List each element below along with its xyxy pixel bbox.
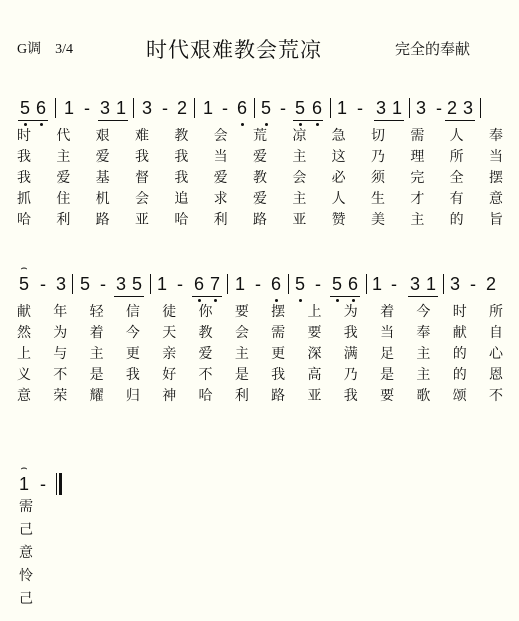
note: 1	[156, 274, 168, 294]
lyric-char: 时	[452, 304, 467, 320]
lyric-char: 荣	[53, 388, 68, 404]
note: 2	[176, 98, 188, 118]
note: 6	[347, 274, 359, 294]
lyric-char: 时	[17, 128, 31, 144]
lyric-char: 美	[371, 212, 385, 228]
eighth-beam	[293, 120, 323, 121]
note: 3	[55, 274, 67, 294]
notation-line	[0, 461, 519, 512]
barline	[443, 274, 444, 294]
lyric-char: 己	[19, 522, 33, 538]
lyric-char: 必	[331, 170, 346, 186]
eighth-beam	[192, 296, 222, 297]
note: 3	[449, 274, 461, 294]
lyric-char: 需	[271, 325, 286, 341]
lyric-char: 哈	[198, 388, 213, 404]
lyric-char: 我	[17, 170, 31, 186]
note: 5	[260, 98, 272, 118]
lyric-char: 主	[416, 367, 431, 383]
eighth-beam	[374, 120, 404, 121]
eighth-beam	[445, 120, 475, 121]
lyrics-final-column	[19, 496, 39, 611]
lyric-char: 恩	[489, 367, 503, 383]
lyric-char: 才	[410, 191, 425, 207]
lyric-char: 满	[343, 346, 358, 362]
lyric-char: 须	[371, 170, 385, 186]
lyric-char: 年	[53, 304, 68, 320]
barline	[330, 98, 331, 118]
note: 7	[209, 274, 221, 294]
lyric-char: 的	[449, 212, 464, 228]
lyric-char: 主	[56, 149, 71, 165]
lyric-char: 耀	[89, 388, 104, 404]
lyric-char: 难	[135, 128, 149, 144]
barline	[288, 274, 289, 294]
lyric-char: 切	[371, 128, 385, 144]
lyric-char: 摆	[489, 170, 503, 186]
note: 3	[415, 98, 427, 118]
lyric-char: 哈	[17, 212, 31, 228]
barline	[409, 98, 410, 118]
barline	[133, 98, 134, 118]
lyric-char: 奉	[416, 325, 431, 341]
lyric-char: 要	[234, 304, 249, 320]
fermata-icon: ⌢	[20, 261, 28, 274]
lyric-char: 亚	[307, 388, 322, 404]
final-barline-thick	[59, 473, 62, 495]
lyric-char: 我	[271, 367, 286, 383]
lyric-char: 更	[125, 346, 140, 362]
lyric-char: 我	[174, 170, 189, 186]
lyric-char: 完	[410, 170, 425, 186]
eighth-beam	[114, 296, 144, 297]
lyric-char: 当	[213, 149, 228, 165]
lyric-char: 教	[253, 170, 267, 186]
note: 3	[141, 98, 153, 118]
note: 5	[294, 274, 306, 294]
lyric-char: 爱	[198, 346, 213, 362]
dash: -	[222, 98, 228, 118]
note: 1	[234, 274, 246, 294]
lyric-char: 艰	[95, 128, 110, 144]
lyric-char: 当	[489, 149, 503, 165]
lyric-char: 着	[380, 304, 395, 320]
lyric-char: 心	[489, 346, 503, 362]
dash: -	[84, 98, 90, 118]
note: 3	[99, 98, 111, 118]
lyrics-verse-5	[0, 386, 519, 408]
lyric-char: 主	[292, 149, 307, 165]
lyric-char: 荒	[253, 128, 267, 144]
note: 3	[115, 274, 127, 294]
lyric-char: 督	[135, 170, 149, 186]
lyric-char: 今	[125, 325, 140, 341]
dash: -	[280, 98, 286, 118]
lyrics-verse-4	[0, 365, 519, 387]
lyric-char: 是	[234, 367, 249, 383]
lyric-char: 我	[174, 149, 189, 165]
lyric-char: 所	[449, 149, 464, 165]
lyric-char: 亚	[292, 212, 307, 228]
dash: -	[315, 274, 321, 294]
lyrics-verse-3	[0, 168, 519, 190]
lyric-char: 当	[380, 325, 395, 341]
lyric-char: 我	[17, 149, 31, 165]
barline	[480, 98, 481, 118]
lyric-char: 上	[307, 304, 322, 320]
dash: -	[391, 274, 397, 294]
lyric-char: 为	[343, 304, 358, 320]
lyric-char: 主	[410, 212, 425, 228]
lyric-char: 主	[416, 346, 431, 362]
lyric-char: 神	[162, 388, 177, 404]
lyric-char: 我	[135, 149, 149, 165]
lyric-char: 更	[271, 346, 286, 362]
note: 2	[485, 274, 497, 294]
note: 6	[311, 98, 323, 118]
lyric-char: 颂	[452, 388, 467, 404]
lyric-char: 路	[271, 388, 286, 404]
dash: -	[177, 274, 183, 294]
eighth-beam	[18, 120, 48, 121]
lyric-char: 高	[307, 367, 322, 383]
lyric-char: 是	[380, 367, 395, 383]
lyric-char: 路	[95, 212, 110, 228]
lyric-char: 摆	[271, 304, 286, 320]
lyric-char: 凉	[292, 128, 307, 144]
barline	[254, 98, 255, 118]
lyrics-verse-2	[0, 323, 519, 345]
lyric-char: 上	[17, 346, 31, 362]
lyric-char: 意	[489, 191, 503, 207]
lyric-char: 利	[213, 212, 228, 228]
lyric-char: 需	[410, 128, 425, 144]
fermata-icon: ⌢	[20, 461, 28, 474]
note: 5	[18, 274, 30, 294]
lyric-char: 哈	[174, 212, 189, 228]
note: 3	[409, 274, 421, 294]
lyrics-verse-4	[0, 189, 519, 211]
lyric-char: 是	[89, 367, 104, 383]
lyric-char: 教	[174, 128, 189, 144]
lyric-char: 亲	[162, 346, 177, 362]
lyric-char: 奉	[489, 128, 503, 144]
lyric-char: 然	[17, 325, 31, 341]
lyric-char: 乃	[343, 367, 358, 383]
lyric-char: 献	[452, 325, 467, 341]
lyric-char: 己	[19, 591, 33, 607]
lyric-char: 生	[371, 191, 385, 207]
lyric-char: 我	[343, 388, 358, 404]
lyric-char: 今	[416, 304, 431, 320]
lyric-char: 追	[174, 191, 189, 207]
note: 5	[79, 274, 91, 294]
lyric-char: 天	[162, 325, 177, 341]
lyric-char: 利	[234, 388, 249, 404]
lyric-char: 信	[125, 304, 140, 320]
barline	[227, 274, 228, 294]
lyric-char: 的	[452, 346, 467, 362]
barline	[72, 274, 73, 294]
note: 6	[193, 274, 205, 294]
barline	[55, 98, 56, 118]
lyric-char: 不	[489, 388, 503, 404]
barline	[194, 98, 195, 118]
lyric-char: 主	[292, 191, 307, 207]
lyric-char: 献	[17, 304, 31, 320]
lyric-char: 机	[95, 191, 110, 207]
lyric-char: 轻	[89, 304, 104, 320]
lyrics-verse-3	[0, 344, 519, 366]
lyric-char: 会	[234, 325, 249, 341]
lyric-char: 住	[56, 191, 71, 207]
note: 3	[462, 98, 474, 118]
lyric-char: 乃	[371, 149, 385, 165]
lyrics-verse-1	[0, 302, 519, 324]
lyric-char: 这	[331, 149, 346, 165]
lyric-char: 足	[380, 346, 395, 362]
lyric-char: 基	[95, 170, 110, 186]
lyric-char: 会	[135, 191, 149, 207]
dash: -	[255, 274, 261, 294]
dash: -	[100, 274, 106, 294]
lyric-char: 人	[331, 191, 346, 207]
lyric-char: 不	[53, 367, 68, 383]
note: 6	[270, 274, 282, 294]
eighth-beam	[98, 120, 128, 121]
note: 1	[336, 98, 348, 118]
lyric-char: 旨	[489, 212, 503, 228]
lyric-char: 亚	[135, 212, 149, 228]
lyric-char: 有	[449, 191, 464, 207]
note: 1	[115, 98, 127, 118]
lyric-char: 主	[234, 346, 249, 362]
note: 1	[371, 274, 383, 294]
song-subtitle: 完全的奉献	[395, 40, 471, 58]
lyric-char: 好	[162, 367, 177, 383]
note: 5	[331, 274, 343, 294]
song-title: 时代艰难教会荒凉	[146, 38, 322, 62]
lyric-char: 理	[410, 149, 425, 165]
barline	[150, 274, 151, 294]
lyric-char: 爱	[253, 149, 267, 165]
note: 3	[375, 98, 387, 118]
lyric-char: 利	[56, 212, 71, 228]
barline	[366, 274, 367, 294]
note: 5	[294, 98, 306, 118]
lyric-char: 路	[253, 212, 267, 228]
lyric-char: 为	[53, 325, 68, 341]
eighth-beam	[330, 296, 360, 297]
lyric-char: 义	[17, 367, 31, 383]
note: 1	[63, 98, 75, 118]
dash: -	[40, 274, 46, 294]
dash: -	[436, 98, 442, 118]
lyric-char: 爱	[95, 149, 110, 165]
lyrics-verse-2	[0, 147, 519, 169]
lyric-char: 自	[489, 325, 503, 341]
lyric-char: 爱	[213, 170, 228, 186]
dash: -	[40, 474, 46, 494]
note: 5	[131, 274, 143, 294]
lyric-char: 徒	[162, 304, 177, 320]
lyric-char: 不	[198, 367, 213, 383]
lyric-char: 我	[125, 367, 140, 383]
lyric-char: 抓	[17, 191, 31, 207]
lyric-char: 求	[213, 191, 228, 207]
note: 6	[236, 98, 248, 118]
dash: -	[357, 98, 363, 118]
note: 1	[391, 98, 403, 118]
lyric-char: 会	[292, 170, 307, 186]
lyric-char: 歌	[416, 388, 431, 404]
lyric-char: 所	[489, 304, 503, 320]
lyric-char: 代	[56, 128, 71, 144]
note: 2	[446, 98, 458, 118]
note: 1	[18, 474, 30, 494]
dash: -	[162, 98, 168, 118]
note: 1	[425, 274, 437, 294]
lyric-char: 爱	[56, 170, 71, 186]
lyrics-verse-5	[0, 210, 519, 232]
lyric-char: 爱	[253, 191, 267, 207]
lyric-char: 人	[449, 128, 464, 144]
lyric-char: 要	[307, 325, 322, 341]
note: 6	[35, 98, 47, 118]
lyric-char: 需	[19, 499, 33, 515]
key-time-signature: G调 3/4	[17, 42, 73, 57]
final-barline-thin	[56, 473, 57, 495]
lyric-char: 与	[53, 346, 68, 362]
lyric-char: 教	[198, 325, 213, 341]
note: 1	[202, 98, 214, 118]
lyric-char: 急	[331, 128, 346, 144]
lyric-char: 着	[89, 325, 104, 341]
lyric-char: 你	[198, 304, 213, 320]
eighth-beam	[408, 296, 438, 297]
lyric-char: 要	[380, 388, 395, 404]
lyric-char: 深	[307, 346, 322, 362]
lyric-char: 我	[343, 325, 358, 341]
note: 5	[19, 98, 31, 118]
lyrics-verse-1	[0, 126, 519, 148]
dash: -	[470, 274, 476, 294]
lyric-char: 意	[19, 545, 33, 561]
lyric-char: 赞	[331, 212, 346, 228]
lyric-char: 归	[125, 388, 140, 404]
lyric-char: 怜	[19, 568, 33, 584]
lyric-char: 的	[452, 367, 467, 383]
lyric-char: 主	[89, 346, 104, 362]
lyric-char: 意	[17, 388, 31, 404]
lyric-char: 会	[213, 128, 228, 144]
lyric-char: 全	[449, 170, 464, 186]
